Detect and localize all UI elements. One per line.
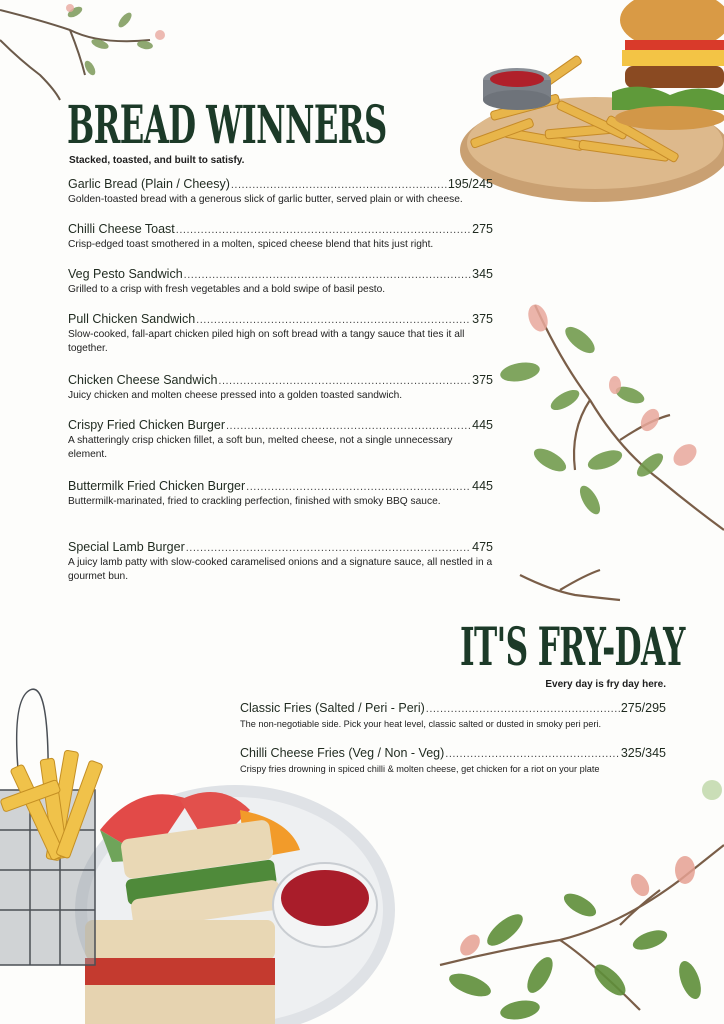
item-description: Crispy fries drowning in spiced chilli & molten cheese, get chicken for a riot on your plate — [240, 764, 600, 774]
section-title-bread-winners: BREAD WINNERS — [67, 95, 387, 156]
item-name: Pull Chicken Sandwich — [68, 312, 196, 326]
dot-leader — [426, 701, 620, 717]
dot-leader — [231, 177, 447, 193]
item-name: Garlic Bread (Plain / Cheesy) — [68, 177, 230, 191]
item-name: Classic Fries (Salted / Peri - Peri) — [240, 701, 425, 715]
dot-leader — [226, 418, 471, 434]
menu-item — [68, 266, 493, 311]
section-tagline-fry-day: Every day is fry day here. — [545, 679, 666, 690]
item-price: 345 — [472, 267, 493, 281]
item-name: Crispy Fried Chicken Burger — [68, 418, 225, 432]
item-description: Buttermilk-marinated, fried to crackling perfection, finished with smoky BBQ sauce. — [68, 496, 441, 507]
item-price: 445 — [472, 479, 493, 493]
item-description: A juicy lamb patty with slow-cooked caramelised onions and a signature sauce, all nestled in a gourmet bun. — [68, 557, 493, 582]
item-price: 275 — [472, 222, 493, 236]
fry-day-menu — [240, 700, 666, 790]
item-description: A shatteringly crisp chicken fillet, a soft bun, melted cheese, not a single unnecessary element. — [68, 435, 453, 460]
menu-item — [68, 176, 493, 221]
menu-item — [68, 311, 493, 356]
menu-item — [68, 221, 493, 266]
section-title-fry-day: IT'S FRY-DAY — [460, 617, 685, 678]
dot-leader — [176, 222, 471, 238]
bread-winners-menu — [68, 176, 493, 584]
item-price: 275/295 — [620, 701, 666, 715]
item-description: Golden-toasted bread with a generous slick of garlic butter, served plain or with cheese. — [68, 194, 463, 205]
menu-item — [240, 745, 666, 790]
item-price: 325/345 — [620, 746, 666, 760]
dot-leader — [445, 746, 620, 762]
menu-item — [68, 478, 493, 523]
item-name: Chicken Cheese Sandwich — [68, 373, 218, 387]
dot-leader — [186, 540, 471, 556]
menu-item — [68, 372, 493, 417]
item-name: Chilli Cheese Fries (Veg / Non - Veg) — [240, 746, 445, 760]
menu-item — [68, 417, 493, 462]
burger-fries-platter-illustration — [460, 0, 724, 202]
section-tagline-bread-winners: Stacked, toasted, and built to satisfy. — [69, 155, 245, 166]
item-description: Crisp-edged toast smothered in a molten, spiced cheese blend that hits just right. — [68, 239, 434, 250]
dot-leader — [196, 312, 471, 328]
item-description: The non-negotiable side. Pick your heat level, classic salted or dusted in smoky peri peri. — [240, 719, 602, 729]
item-description: Juicy chicken and molten cheese pressed into a golden toasted sandwich. — [68, 390, 403, 401]
menu-item — [240, 700, 666, 745]
item-name: Veg Pesto Sandwich — [68, 267, 183, 281]
item-price: 375 — [472, 312, 493, 326]
item-description: Grilled to a crisp with fresh vegetables and a bold swipe of basil pesto. — [68, 284, 386, 295]
item-price: 195/245 — [447, 177, 493, 191]
menu-item — [68, 539, 493, 584]
item-description: Slow-cooked, fall-apart chicken piled high on soft bread with a tangy sauce that ties it all together. — [68, 329, 465, 354]
dot-leader — [246, 479, 471, 495]
item-name: Chilli Cheese Toast — [68, 222, 175, 236]
item-price: 475 — [472, 540, 493, 554]
item-price: 445 — [472, 418, 493, 432]
item-price: 375 — [472, 373, 493, 387]
branch-top-left-illustration — [0, 10, 150, 100]
item-name: Buttermilk Fried Chicken Burger — [68, 479, 246, 493]
dot-leader — [218, 373, 471, 389]
dot-leader — [184, 267, 471, 283]
item-name: Special Lamb Burger — [68, 540, 185, 554]
